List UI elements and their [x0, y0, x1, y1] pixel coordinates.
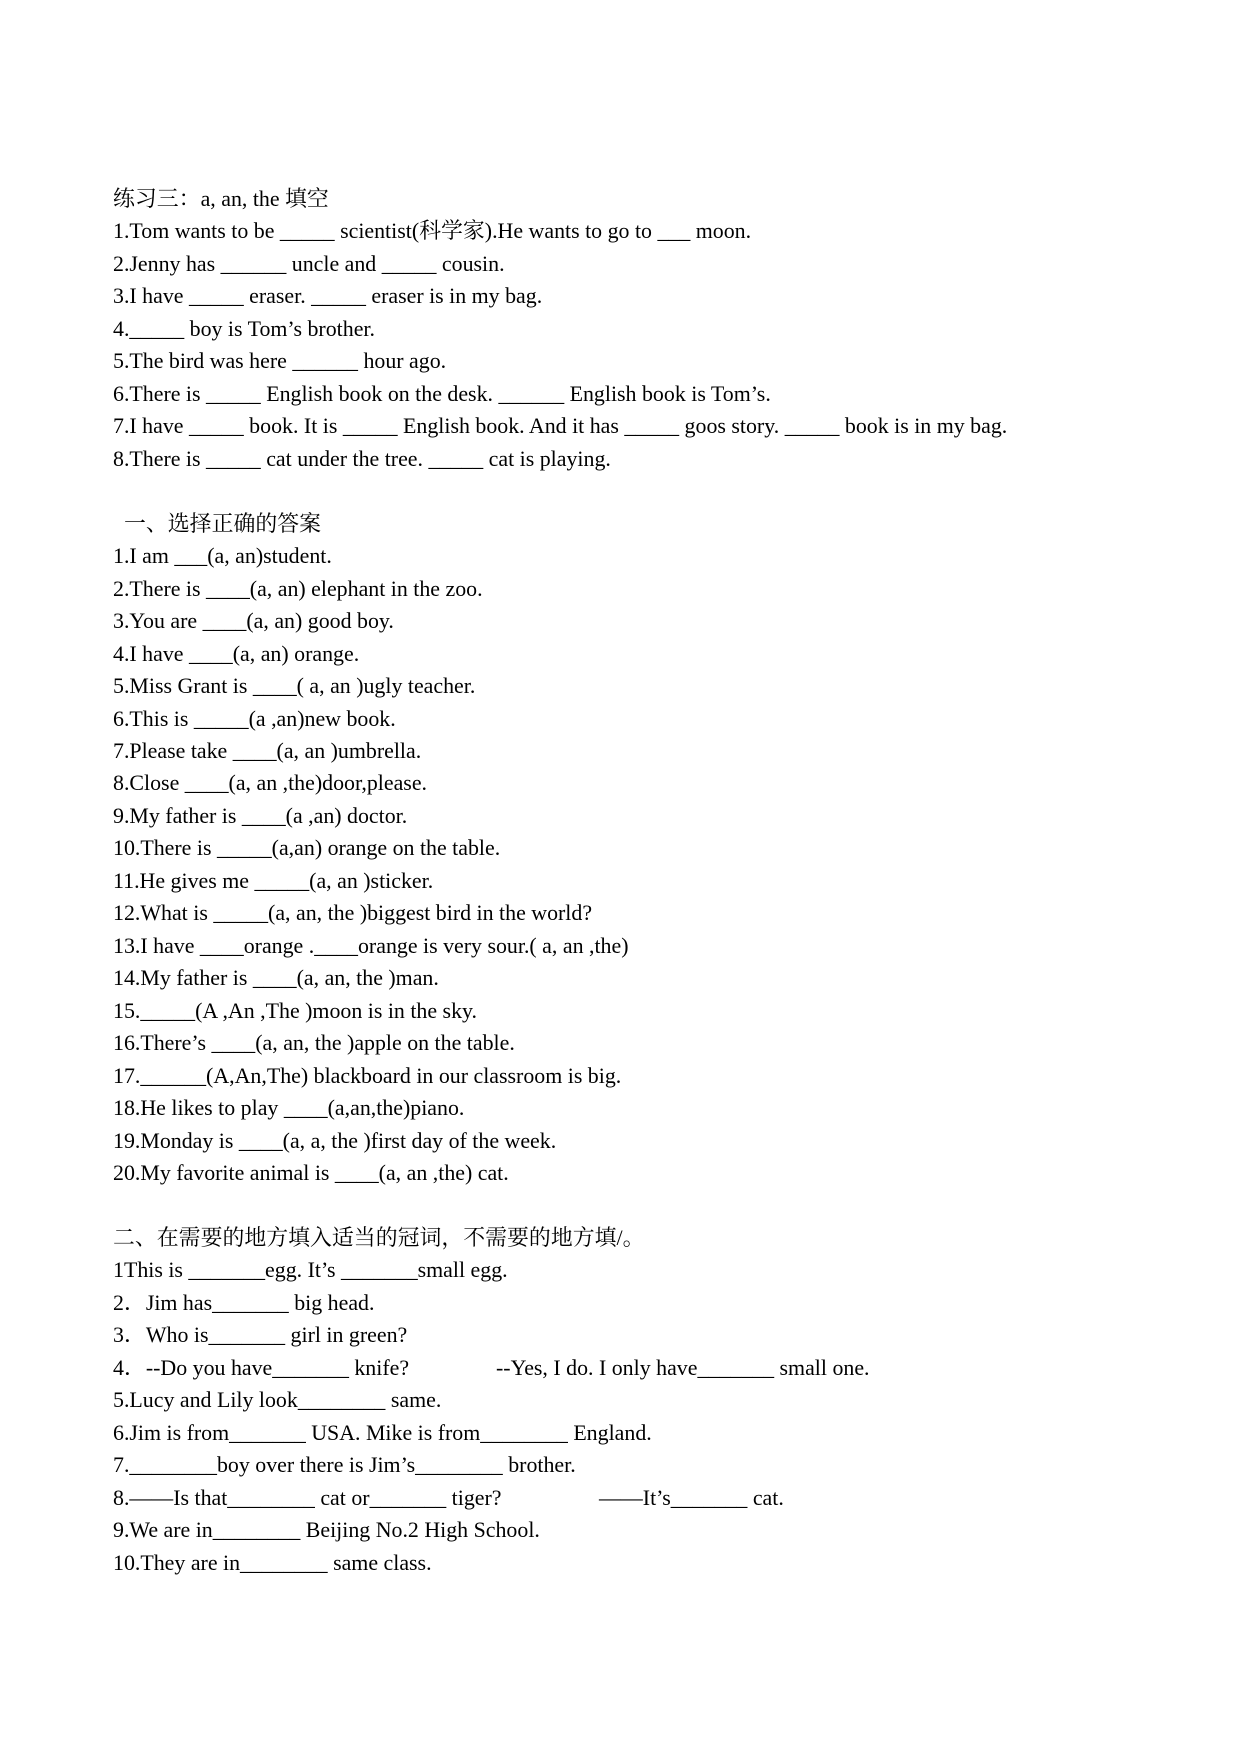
choose-item-6: 6.This is _____(a ,an)new book. [113, 705, 396, 731]
fill-item-7: 7.I have _____ book. It is _____ English book. And it has _____ goos story. _____ book is in my bag. [113, 413, 1008, 439]
articles-item-2 [113, 1287, 1133, 1319]
articles-item-1 [113, 1254, 1133, 1286]
articles-item-7 [113, 1449, 1133, 1481]
fill-item-2: 2.Jenny has ______ uncle and _____ cousin. [113, 250, 505, 276]
articles-item-10-question: 10.They are in________ same class. [113, 1549, 432, 1575]
choose-item-20: 20.My favorite animal is ____(a, an ,the) cat. [113, 1160, 509, 1186]
choose-item-14: 14.My father is ____(a, an, the )man. [113, 965, 439, 991]
choose-item-7: 7.Please take ____(a, an )umbrella. [113, 737, 422, 763]
articles-item-8 [113, 1482, 1133, 1514]
articles-item-5 [113, 1384, 1133, 1416]
articles-item-3-question: 3．Who is_______ girl in green? [113, 1322, 408, 1348]
choose-item-2: 2.There is ____(a, an) elephant in the zoo. [113, 575, 483, 601]
articles-item-7-question: 7.________boy over there is Jim’s________ brother. [113, 1452, 576, 1478]
section-spacer [113, 475, 1133, 507]
articles-item-6 [113, 1417, 1133, 1449]
choose-item-11: 11.He gives me _____(a, an )sticker. [113, 867, 434, 893]
choose-item-13: 13.I have ____orange .____orange is very sour.( a, an ,the) [113, 932, 629, 958]
choose-item-9: 9.My father is ____(a ,an) doctor. [113, 802, 408, 828]
section-choose-title: 一、选择正确的答案 [124, 510, 322, 536]
choose-item-8: 8.Close ____(a, an ,the)door,please. [113, 770, 428, 796]
worksheet-page [113, 183, 1133, 1579]
choose-item-4: 4.I have ____(a, an) orange. [113, 640, 360, 666]
choose-item-18: 18.He likes to play ____(a,an,the)piano. [113, 1095, 465, 1121]
articles-item-4-reply: --Yes, I do. I only have_______ small one. [496, 1354, 870, 1380]
choose-item-3: 3.You are ____(a, an) good boy. [113, 608, 394, 634]
articles-item-8-question: 8.——Is that________ cat or_______ tiger? [113, 1484, 502, 1510]
articles-item-4-question: 4．--Do you have_______ knife? [113, 1354, 410, 1380]
articles-item-8-reply: ——It’s_______ cat. [599, 1484, 784, 1510]
fill-item-8: 8.There is _____ cat under the tree. _____ cat is playing. [113, 445, 611, 471]
choose-item-17: 17.______(A,An,The) blackboard in our classroom is big. [113, 1062, 622, 1088]
articles-item-9 [113, 1514, 1133, 1546]
articles-item-9-question: 9.We are in________ Beijing No.2 High School. [113, 1517, 540, 1543]
fill-item-5: 5.The bird was here ______ hour ago. [113, 348, 447, 374]
articles-item-4 [113, 1352, 1133, 1384]
section-fill-title: 练习三：a, an, the 填空 [113, 186, 329, 211]
choose-item-16: 16.There’s ____(a, an, the )apple on the table. [113, 1030, 515, 1056]
articles-item-10 [113, 1547, 1133, 1579]
choose-item-10: 10.There is _____(a,an) orange on the table. [113, 835, 501, 861]
articles-item-2-question: 2．Jim has_______ big head. [113, 1289, 375, 1315]
choose-item-15: 15._____(A ,An ,The )moon is in the sky. [113, 997, 478, 1023]
fill-item-3: 3.I have _____ eraser. _____ eraser is in my bag. [113, 283, 543, 309]
choose-item-19: 19.Monday is ____(a, a, the )first day of the week. [113, 1127, 557, 1153]
articles-item-6-question: 6.Jim is from_______ USA. Mike is from________ England. [113, 1419, 652, 1445]
choose-item-12: 12.What is _____(a, an, the )biggest bird in the world? [113, 900, 593, 926]
section-articles-title: 二、在需要的地方填入适当的冠词，不需要的地方填/。 [113, 1225, 645, 1250]
articles-item-1-question: 1This is _______egg. It’s _______small egg. [113, 1257, 508, 1283]
articles-item-3 [113, 1319, 1133, 1351]
fill-item-1: 1.Tom wants to be _____ scientist(科学家).He wants to go to ___ moon. [113, 218, 752, 244]
section-spacer [113, 1190, 1133, 1222]
choose-item-5: 5.Miss Grant is ____( a, an )ugly teacher. [113, 673, 476, 699]
fill-item-6: 6.There is _____ English book on the desk. ______ English book is Tom’s. [113, 380, 771, 406]
fill-item-4: 4._____ boy is Tom’s brother. [113, 315, 375, 341]
articles-item-5-question: 5.Lucy and Lily look________ same. [113, 1387, 442, 1413]
choose-item-1: 1.I am ___(a, an)student. [113, 543, 332, 569]
